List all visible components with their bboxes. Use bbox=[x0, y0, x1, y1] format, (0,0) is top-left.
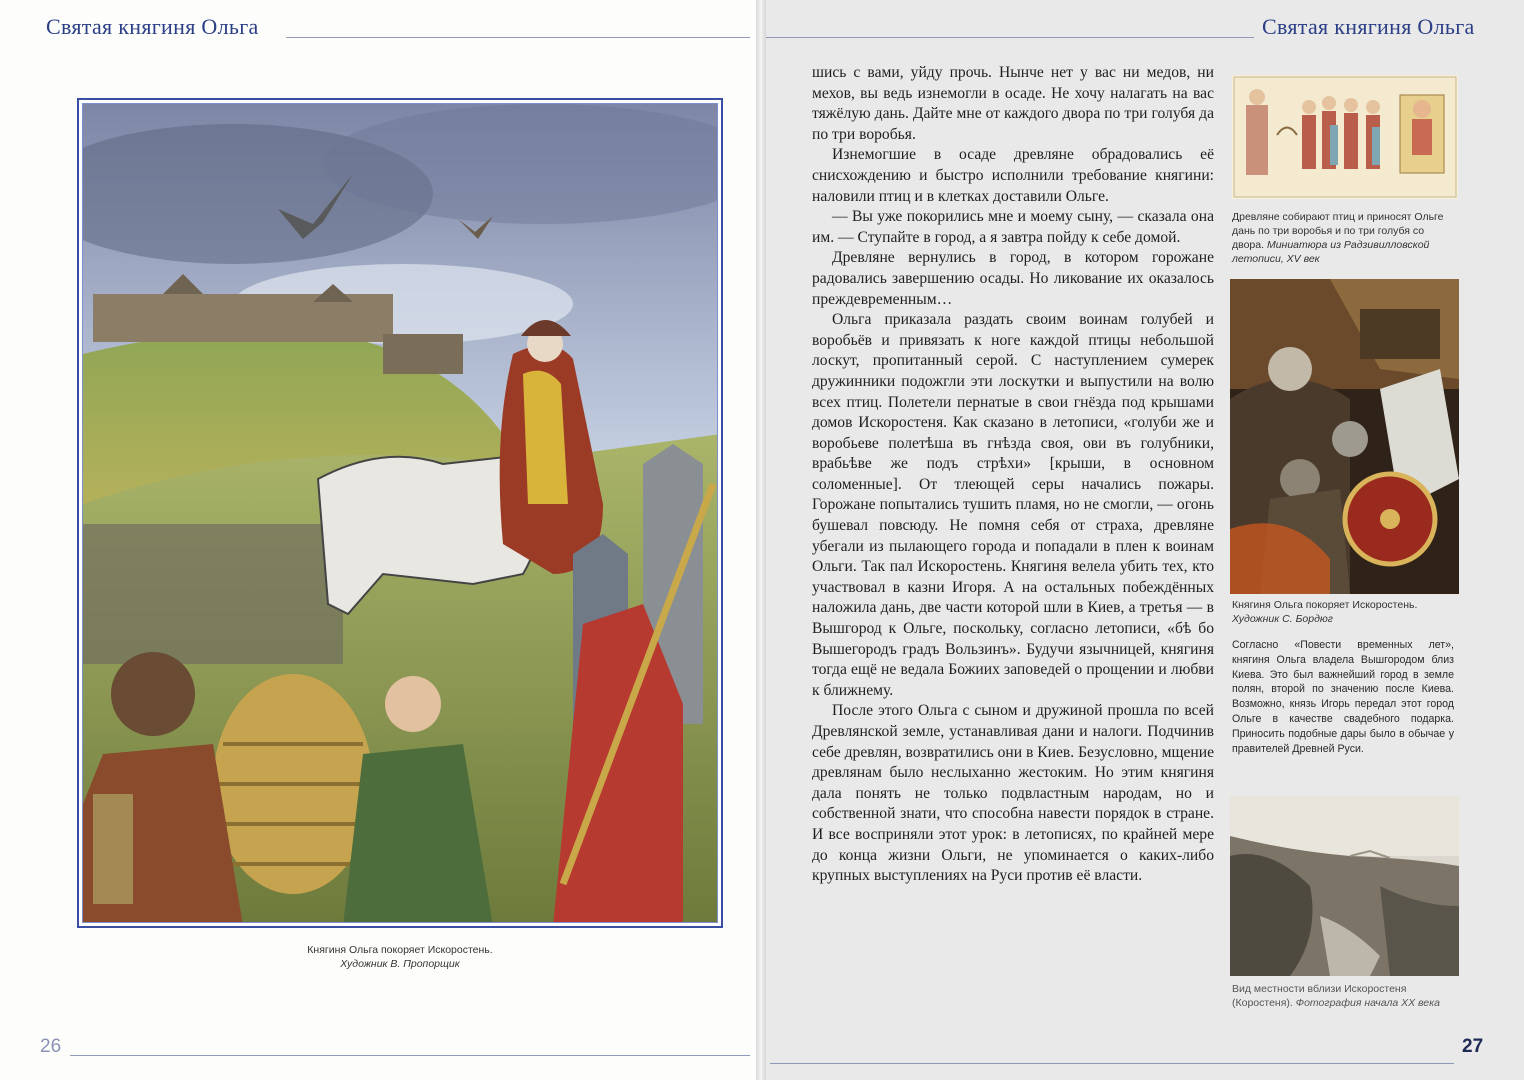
painting-caption-text: Княгиня Ольга покоряет Искоростень. bbox=[1232, 599, 1418, 611]
main-illustration-caption bbox=[77, 943, 723, 971]
paragraph: шись с вами, уйду прочь. Нынче нет у вас ни медов, ни мехов, вы ведь изнемогли в осаде. Не хочу налагать на вас тяжёлую дань. Дайте мне от каждого двора по три голубя да по три воробья. bbox=[812, 64, 1214, 143]
photo-caption bbox=[1232, 982, 1454, 1010]
running-title-left: Святая княгиня Ольга bbox=[46, 14, 259, 39]
side-note: Согласно «Повести временных лет», княгиня Ольга владела Вышгородом близ Киева. Это был важнейший город в земле полян, второй по значению после Киева. Возможно, князь Игорь передал этот город Ольге в качестве свадебного подарка. Приносить подобные дары было в обычае у правителей Древней Руси. bbox=[1232, 639, 1454, 755]
radziwill-miniature bbox=[1232, 75, 1458, 199]
paragraph: После этого Ольга с сыном и дружиной прошла по всей Древлянской земле, устанавливая дани и налоги. Подчинив себе древлян, возвратились они в Киев. Безусловно, мщение древлянам было неслыханно жестоким. Но этим княгиня дала понять не только подвластным народам, но и собственной знати, что способна навести порядок в стране. И все восприняли этот урок: в летописях, по крайней мере до конца жизни Ольги, не упоминается о каких-либо крупных выступлениях на Руси против её власти. bbox=[812, 702, 1214, 885]
painting-caption-artist: Художник С. Бордюг bbox=[1232, 613, 1333, 625]
page-number-left: 26 bbox=[40, 1036, 62, 1057]
left-page bbox=[0, 0, 760, 1080]
miniature-caption-text: Древляне собирают птиц и приносят Ольге дань по три воробья и по три голубя со двора. bbox=[1232, 211, 1444, 251]
paragraph: Древляне вернулись в город, в котором горожане радовались завершению осады. Но ликование их оказалось преждевременным… bbox=[812, 249, 1214, 308]
main-illustration bbox=[82, 103, 718, 923]
header-rule-left bbox=[286, 37, 750, 38]
footer-rule-left bbox=[70, 1055, 750, 1056]
header-rule-right bbox=[766, 37, 1254, 38]
footer-rule-right bbox=[770, 1063, 1454, 1064]
book-spine bbox=[756, 0, 766, 1080]
painting-caption bbox=[1232, 598, 1454, 626]
body-text bbox=[812, 63, 1214, 887]
bordyug-painting bbox=[1230, 279, 1459, 594]
main-illustration-frame bbox=[77, 98, 723, 928]
photo-caption-text: Вид местности вблизи Искоростеня (Коростеня). bbox=[1232, 983, 1407, 1009]
main-caption-title: Княгиня Ольга покоряет Искоростень. bbox=[307, 944, 493, 956]
iskorosten-photo bbox=[1230, 796, 1459, 976]
page-number-right: 27 bbox=[1462, 1036, 1484, 1057]
miniature-caption-source: Миниатюра из Радзивилловской летописи, XV век bbox=[1232, 239, 1430, 265]
paragraph: Ольга приказала раздать своим воинам голубей и воробьёв и привязать к ноге каждой птицы небольшой лоскут, пропитанный серой. С наступлением сумерек дружинники подожгли эти лоскутки и выпустили на волю всех птиц. Полетели пернатые в свои гнёзда под крышами домов Искоростеня. Как сказано в летописи, «голуби же и воробьеве полетѣша въ гнѣзда своя, ови въ голубники, врабьѣве же подъ стрѣхи» [крыши, в основном соломенные]. От тлеющей серы начались пожары. Горожане попытались тушить пламя, но не смогли, — огонь бушевал повсюду. Не помня себя от страха, древляне убегали из пылающего города и попадали в плен к воинам Ольги. Так пал Искоростень. Княгиня велела убить тех, кто участвовал в казни Игоря. А на остальных побеждённых наложила дань, две части которой шли в Киев, а третья — в Вышгород к Ольге, поскольку, согласно летописи, «бѣ бо Вышегородъ градъ Вользинъ». Будучи язычницей, княгиня тогда ещё не ведала Божиих заповедей о прощении и любви к ближнему. bbox=[812, 311, 1214, 699]
paragraph: Изнемогшие в осаде древляне обрадовались её снисхождению и быстро исполнили требование княгини: наловили птиц и в клетках доставили Ольге. bbox=[812, 146, 1214, 205]
paragraph: — Вы уже покорились мне и моему сыну, — сказала она им. — Ступайте в город, а я завтра пойду к себе домой. bbox=[812, 208, 1214, 246]
photo-caption-source: Фотография начала XX века bbox=[1295, 997, 1440, 1009]
miniature-caption bbox=[1232, 210, 1454, 266]
main-caption-artist: Художник В. Пропорщик bbox=[340, 958, 460, 970]
running-title-right: Святая княгиня Ольга bbox=[1262, 14, 1475, 39]
